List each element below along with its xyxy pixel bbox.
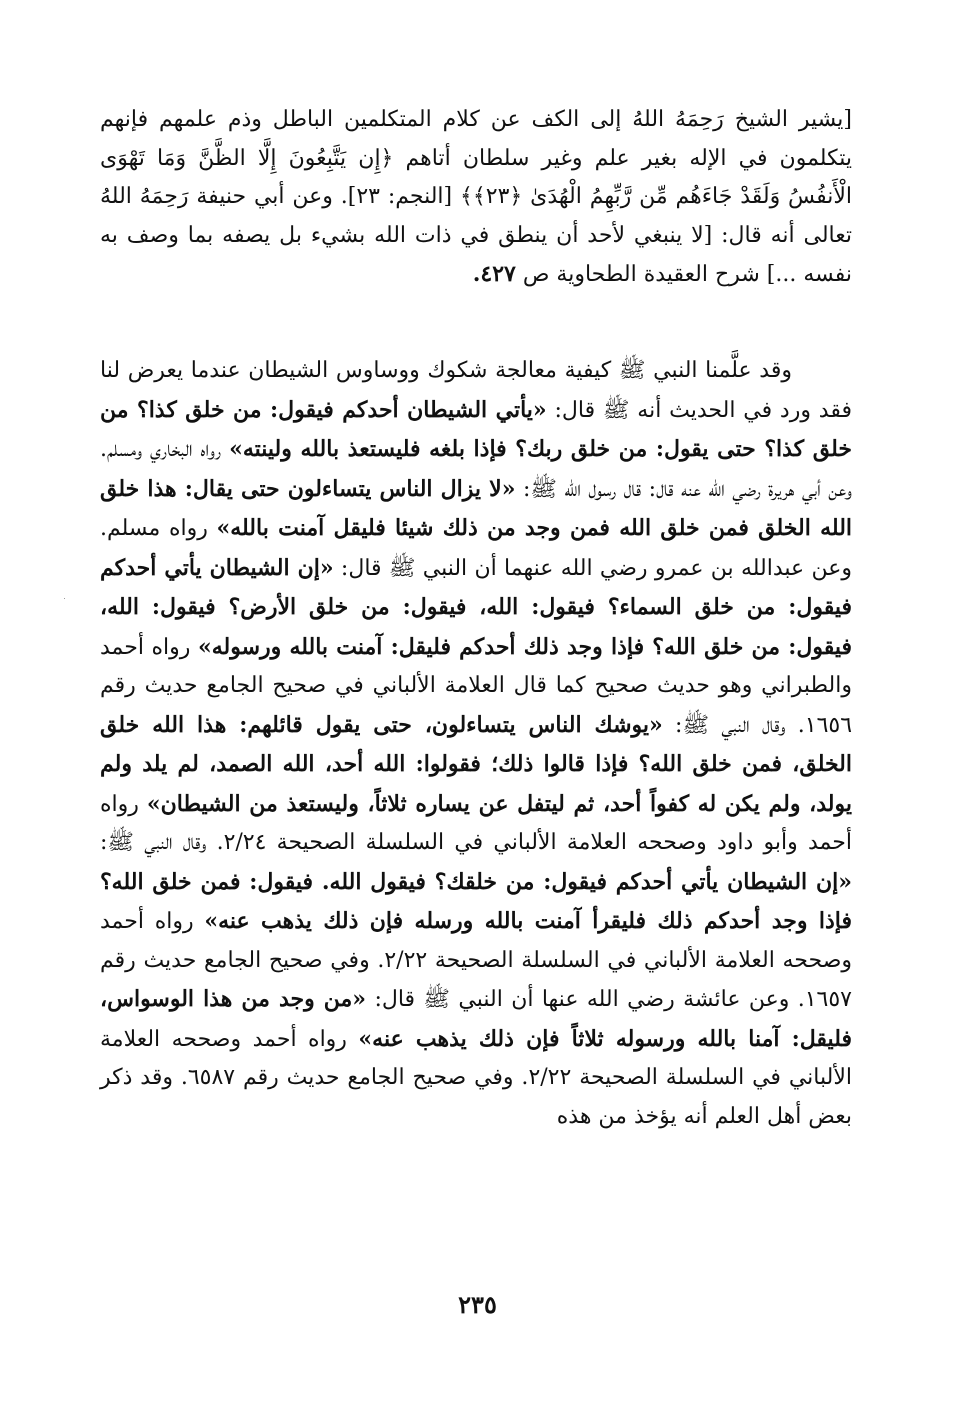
body-text: رواه أحمد والطبراني وهو حديث صحيح كما قال العلامة الألباني في صحيح الجامع حديث رقم ١٦٥٦. وقال النبي ﷺ: <box>100 634 853 738</box>
footnote-text: [يشير الشيخ رَحِمَهُ اللهُ إلى الكف عن كلام المتكلمين الباطل وذم علمهم فإنهم يتكلمون في الإله بغير علم وغير سلطان أتاهم ﴿إِن يَتَّبِعُونَ إِلَّا الظَّنَّ وَمَا تَهْوَى الْأَنفُسُ وَلَقَدْ جَاءَهُم مِّن رَّبِّهِمُ الْهُدَىٰ ﴿٢٣﴾﴾ [النجم: ٢٣]. وعن أبي حنيفة رَحِمَهُ اللهُ تعالى أنه قال: [لا ينبغي لأحد أن ينطق في ذات الله بشيء بل يصفه بما وصف به نفسه ...] شرح العقيدة الطحاوية ص <box>100 107 853 287</box>
hadith-quote: «إن الشيطان يأتي أحدكم فيقول: من خلق السماء؟ فيقول: الله، فيقول: من خلق الأرض؟ فيقول: الله، فيقول: من خلق الله؟ فإذا وجد ذلك أحدكم فليقل: آمنت بالله ورسوله» <box>100 554 852 660</box>
body-text: رواه مسلم. وعن عبدالله بن عمرو رضي الله عنهما أن النبي ﷺ قال: <box>100 516 852 581</box>
body-text: رواه أحمد وصححه العلامة الألباني في السلسلة الصحيحة ٢/٢٢. وفي صحيح الجامع حديث رقم ٦٥٨٧. وقد ذكر بعض أهل العلم أنه يؤخذ من هذه <box>100 1026 852 1129</box>
hadith-quote: «لا يزال الناس يتساءلون حتى يقال: هذا خلق الله الخلق فمن خلق الله فمن وجد من ذلك شيئا فليقل آمنت بالله» <box>100 475 853 541</box>
footnote-paragraph <box>100 101 852 295</box>
main-text-block <box>100 352 852 1136</box>
footnote-block <box>100 101 852 295</box>
margin-mark <box>64 598 65 599</box>
hadith-quote: «إن الشيطان يأتي أحدكم فيقول: من خلقك؟ فيقول الله. فيقول: فمن خلق الله؟ فإذا وجد أحدكم ذلك فليقرأ آمنت بالله ورسله فإن ذلك يذهب عنه» <box>100 868 852 934</box>
footnote-page-ref: ٤٢٧. <box>472 261 516 287</box>
hadith-quote: «من وجد من هذا الوسواس، فليقل: آمنا بالله ورسوله ثلاثاً فإن ذلك يذهب عنه» <box>100 986 852 1052</box>
body-text: وقد علَّمنا النبي ﷺ كيفية معالجة شكوك ووساوس الشيطان عندما يعرض لنا فقد ورد في الحديث أنه ﷺ قال: <box>100 358 852 423</box>
hadith-quote: «يوشك الناس يتساءلون، حتى يقول قائلهم: هذا الله خلق الخلق، فمن خلق الله؟ فإذا قالوا ذلك؛ فقولوا: الله أحد، الله الصمد، لم يلد ولم يولد، ولم يكن له كفواً أحد، ثم ليتفل عن يساره ثلاثاً، وليستعذ من الشيطان» <box>100 711 852 817</box>
body-text: رواه البخاري ومسلم. وعن أبي هريرة رضي الله عنه قال: قال رسول الله ﷺ: <box>100 437 852 502</box>
body-text: رواه أحمد وأبو داود وصححه العلامة الألباني في السلسلة الصحيحة ٢/٢٤. وقال النبي ﷺ: <box>100 791 852 855</box>
body-text: رواه أحمد وصححه العلامة الألباني في السلسلة الصحيحة ٢/٢٢. وفي صحيح الجامع حديث رقم ١٦٥٧. وعن عائشة رضي الله عنها أن النبي ﷺ قال: <box>100 909 852 1012</box>
page-number: ٢٣٥ <box>458 1290 497 1319</box>
main-paragraph <box>100 352 852 1136</box>
hadith-quote: «يأتي الشيطان أحدكم فيقول: من خلق كذا؟ من خلق كذا؟ حتى يقول: من خلق ربك؟ فإذا بلغه فليستعذ بالله ولينته» <box>100 396 852 462</box>
